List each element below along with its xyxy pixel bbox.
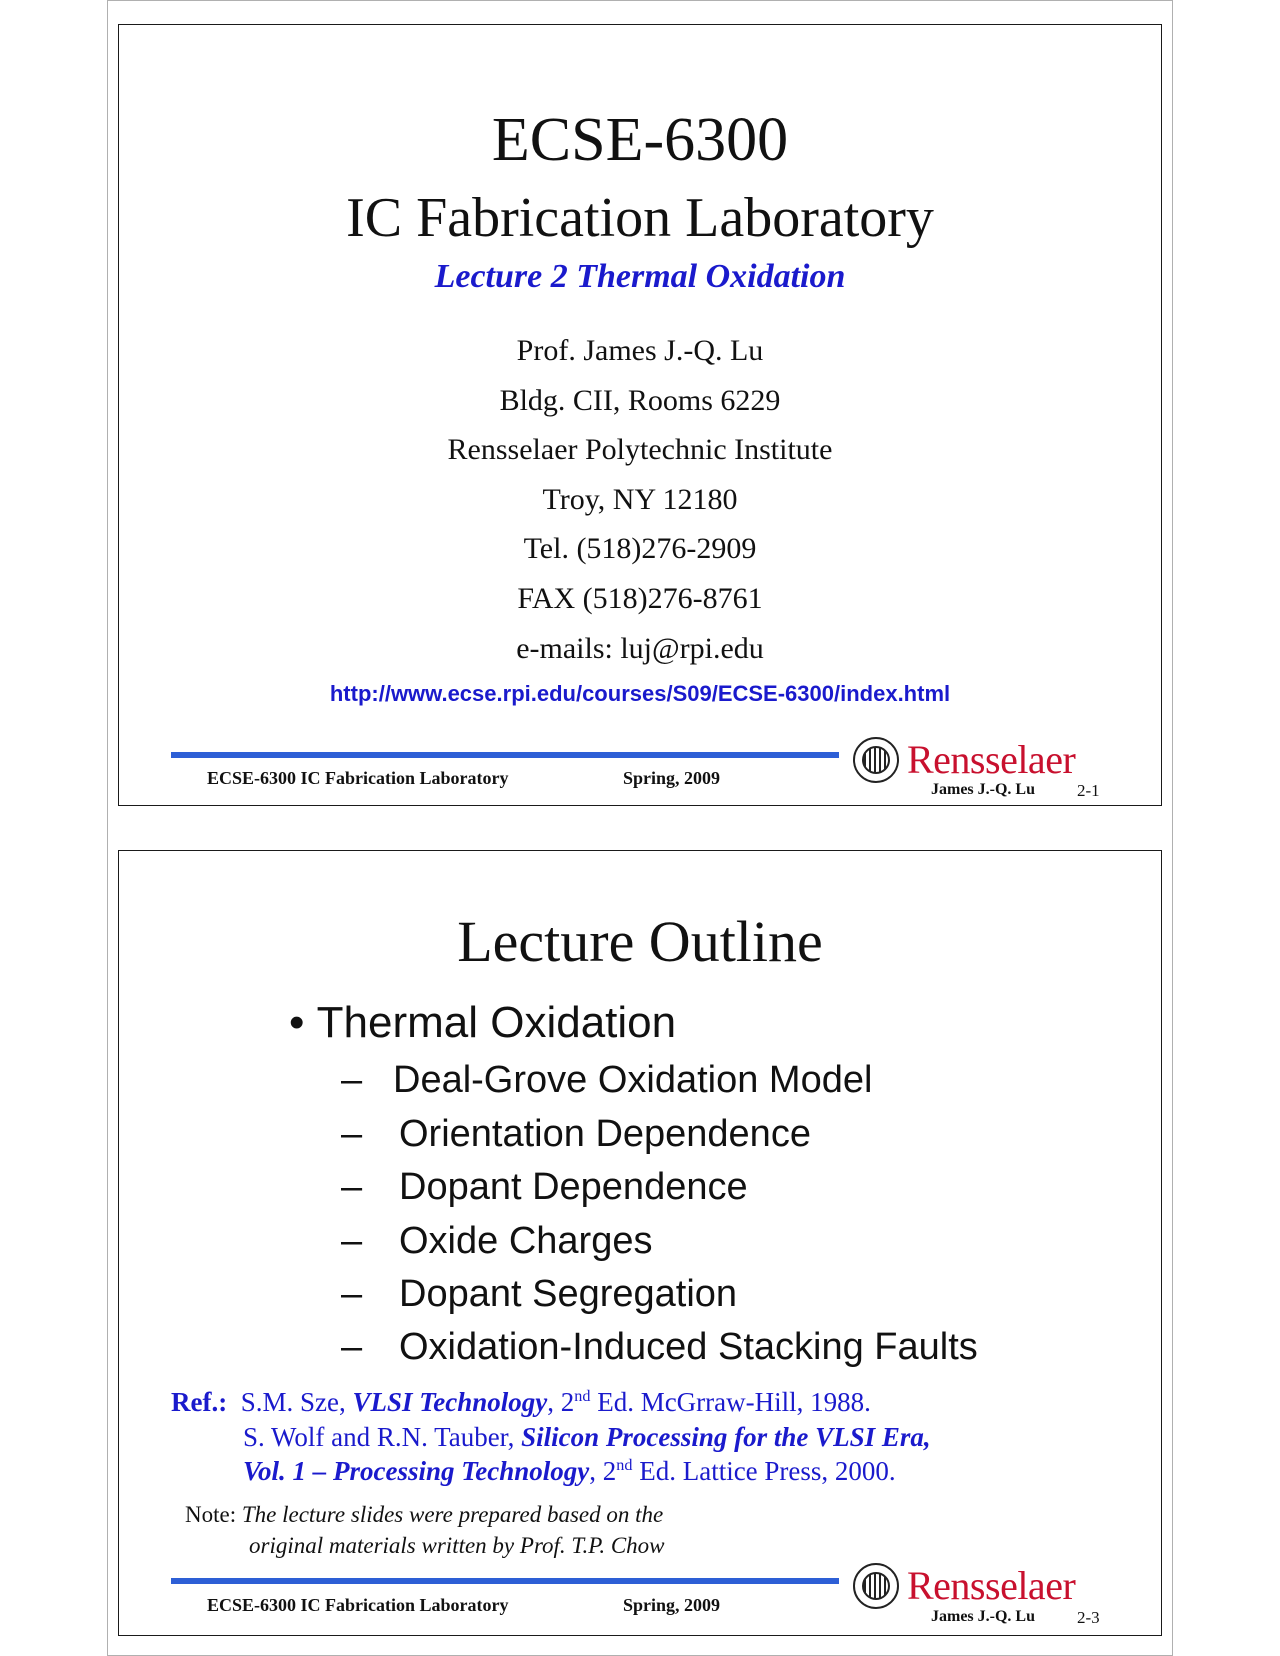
footer-course: ECSE-6300 IC Fabrication Laboratory — [207, 768, 509, 788]
ref-author: S.M. Sze, — [240, 1387, 353, 1417]
subitem: – Dopant Segregation — [341, 1273, 738, 1315]
course-title: IC Fabrication Laboratory — [346, 187, 934, 249]
lecture-title: Lecture 2 Thermal Oxidation — [434, 258, 846, 295]
rensselaer-logo — [853, 737, 1075, 783]
footer-divider — [171, 752, 839, 758]
ref-publisher: Ed. McGrraw-Hill, 1988. — [590, 1387, 871, 1417]
course-url-link[interactable]: http://www.ecse.rpi.edu/courses/S09/ECSE-6300/index.html — [329, 681, 951, 706]
note-text: The lecture slides were prepared based on the — [241, 1502, 664, 1527]
ref-publisher: Ed. Lattice Press, 2000. — [632, 1456, 896, 1486]
logo-wordmark: Rensselaer — [907, 1563, 1076, 1608]
seal-icon — [853, 737, 899, 783]
seal-icon — [853, 1563, 899, 1609]
ref-book-title: Silicon Processing for the VLSI Era, — [521, 1422, 931, 1452]
subitem-label: Oxide Charges — [399, 1220, 653, 1262]
rensselaer-logo — [853, 1563, 1075, 1609]
contact-tel: Tel. (518)276-2909 — [523, 532, 757, 565]
contact-institute: Rensselaer Polytechnic Institute — [447, 433, 833, 466]
subitem-label: Dopant Segregation — [399, 1273, 738, 1315]
note-line-1 — [185, 1503, 663, 1526]
footer-term: Spring, 2009 — [623, 1595, 721, 1615]
contact-building: Bldg. CII, Rooms 6229 — [499, 384, 781, 417]
ref-edition-sup: nd — [574, 1387, 591, 1405]
course-code: ECSE-6300 — [491, 106, 789, 174]
slide-outline — [118, 850, 1162, 1636]
contact-fax: FAX (518)276-8761 — [517, 582, 763, 615]
footer-course: ECSE-6300 IC Fabrication Laboratory — [207, 1595, 509, 1615]
page-number: 2-1 — [1077, 781, 1100, 800]
subitem: – Orientation Dependence — [341, 1113, 811, 1155]
subitem-label: Dopant Dependence — [399, 1166, 748, 1208]
subitem-label: Oxidation-Induced Stacking Faults — [399, 1326, 978, 1368]
reference-line-1 — [171, 1389, 871, 1416]
reference-line-2 — [243, 1424, 931, 1451]
footer-author: James J.-Q. Lu — [931, 1608, 1035, 1625]
outline-title: Lecture Outline — [457, 909, 823, 974]
note-line-2 — [249, 1534, 665, 1557]
reference-line-3 — [243, 1458, 896, 1485]
subitem: – Dopant Dependence — [341, 1166, 748, 1208]
page-number: 2-3 — [1077, 1608, 1100, 1627]
reference-label: Ref.: — [171, 1387, 228, 1417]
subitem: – Oxide Charges — [341, 1220, 653, 1262]
ref-book-title: VLSI Technology — [352, 1387, 548, 1417]
footer-author: James J.-Q. Lu — [931, 781, 1035, 798]
contact-city: Troy, NY 12180 — [542, 483, 738, 516]
subitem-label: Deal-Grove Oxidation Model — [393, 1059, 873, 1101]
bullet-label: Thermal Oxidation — [316, 998, 677, 1047]
footer-divider — [171, 1578, 839, 1584]
subitem-label: Orientation Dependence — [399, 1113, 811, 1155]
ref-author: S. Wolf and R.N. Tauber, — [243, 1422, 522, 1452]
note-label: Note: — [185, 1502, 242, 1527]
bullet-item — [289, 998, 677, 1047]
ref-book-title: Vol. 1 – Processing Technology — [243, 1456, 590, 1486]
slide-title — [118, 24, 1162, 806]
footer-term: Spring, 2009 — [623, 768, 721, 788]
subitem: – Deal-Grove Oxidation Model — [341, 1059, 873, 1101]
contact-name: Prof. James J.-Q. Lu — [516, 334, 764, 367]
subitem: – Oxidation-Induced Stacking Faults — [341, 1326, 978, 1368]
note-text: original materials written by Prof. T.P. Chow — [249, 1533, 665, 1558]
ref-edition-sup: nd — [616, 1456, 633, 1474]
logo-wordmark: Rensselaer — [907, 737, 1076, 782]
ref-edition: , 2 — [589, 1456, 617, 1486]
ref-edition: , 2 — [547, 1387, 575, 1417]
contact-email[interactable]: e-mails: luj@rpi.edu — [516, 632, 764, 665]
bullet-dot-icon: • — [289, 998, 317, 1047]
